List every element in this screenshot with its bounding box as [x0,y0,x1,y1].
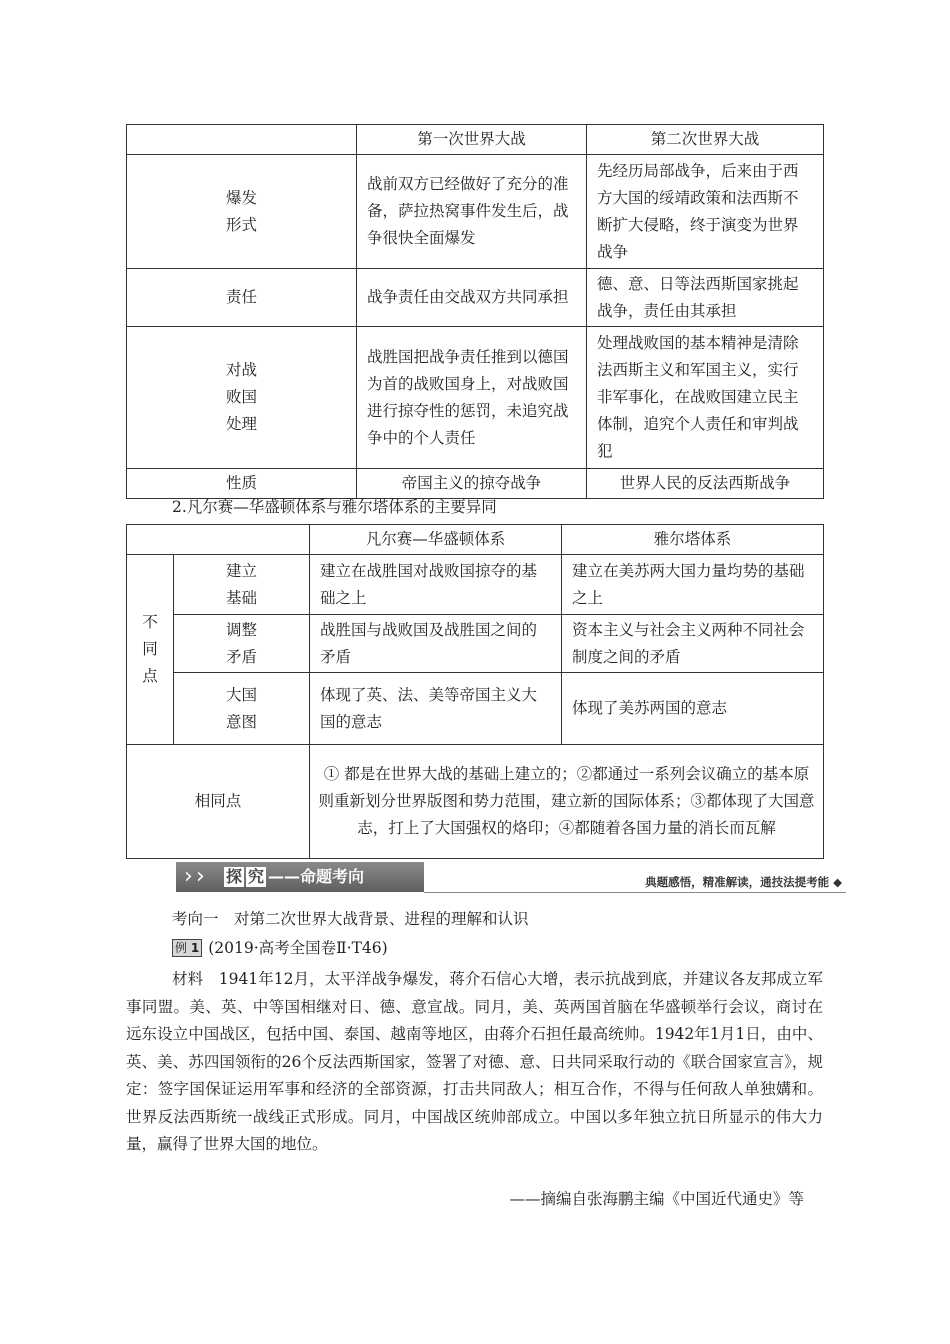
table2-caption: 2.凡尔赛—华盛顿体系与雅尔塔体系的主要异同 [172,498,497,516]
banner-char: 探 [226,867,243,886]
row-label: 责任 [127,269,357,327]
ww1-cell: 帝国主义的掠夺战争 [357,469,587,499]
material-paragraph: 材料 1941年12月，太平洋战争爆发，蒋介石信心大增，表示抗战到底，并建议各友邦成立军事同盟。美、英、中等国相继对日、德、意宣战。同月，美、英两国首脑在华盛顿举行会议，商讨在远东设立中国战区，包括中国、泰国、越南等地区，由蒋介石担任最高统帅。1942年1月1日，由中、英、美、苏四国领衔的26个反法西斯国家，签署了对德、意、日共同采取行动的《联合国家宣言》，规定：签字国保证运用军事和经济的全部资源，打击共同敌人；相互合作，不得与任何敌人单独媾和。世界反法西斯统一战线正式形成。同月，中国战区统帅部成立。中国以多年独立抗日所显示的伟大力量，赢得了世界大国的地位。 [126,970,823,1153]
table-row [127,615,824,673]
yalta-cell: 资本主义与社会主义两种不同社会制度之间的矛盾 [562,615,824,673]
ww1-cell: 战胜国把战争责任推到以德国为首的战败国身上，对战败国进行掠夺性的惩罚，未追究战争中的个人责任 [357,327,587,469]
ww2-cell: 世界人民的反法西斯战争 [587,469,824,499]
section-heading: 考向一 对第二次世界大战背景、进程的理解和认识 [172,910,529,928]
table-header-row [127,125,824,155]
table-row [127,155,824,269]
versailles-cell: 战胜国与战败国及战胜国之间的矛盾 [310,615,562,673]
ww-comparison-table [126,124,824,499]
table-header-row [127,525,824,555]
table-row [127,745,824,859]
versailles-cell: 体现了英、法、美等帝国主义大国的意志 [310,673,562,745]
diamond-icon: ◆ [833,875,842,889]
header-empty [127,125,357,155]
row-label: 调整矛盾 [174,615,310,673]
group-label: 不同点 [127,555,174,745]
table-row [127,269,824,327]
material-source: ——摘编自张海鹏主编《中国近代通史》等 [509,1190,804,1208]
header-empty [127,525,310,555]
header-yalta: 雅尔塔体系 [562,525,824,555]
banner-title-text: ——命题考向 [268,867,365,886]
versailles-cell: 建立在战胜国对战败国掠夺的基础之上 [310,555,562,615]
row-label: 建立基础 [174,555,310,615]
row-label: 性质 [127,469,357,499]
common-cell: ① 都是在世界大战的基础上建立的；②都通过一系列会议确立的基本原则重新划分世界版图和势力范围，建立新的国际体系；③都体现了大国意志，打上了大国强权的烙印；④都随着各国力量的消长而瓦解 [310,745,824,859]
table-row [127,327,824,469]
ww2-cell: 先经历局部战争，后来由于西方大国的绥靖政策和法西斯不断扩大侵略，终于演变为世界战争 [587,155,824,269]
section-banner [176,858,846,898]
common-label: 相同点 [127,745,310,859]
header-ww2: 第二次世界大战 [587,125,824,155]
system-comparison-table [126,524,824,859]
banner-char: 究 [248,867,265,886]
example-line [172,935,388,963]
row-label: 爆发形式 [127,155,357,269]
row-label: 大国意图 [174,673,310,745]
banner-underline [424,892,846,893]
yalta-cell: 建立在美苏两大国力量均势的基础之上 [562,555,824,615]
example-source: (2019·高考全国卷Ⅱ·T46) [208,939,388,957]
ww2-cell: 德、意、日等法西斯国家挑起战争，责任由其承担 [587,269,824,327]
header-ww1: 第一次世界大战 [357,125,587,155]
ww2-cell: 处理战败国的基本精神是清除法西斯主义和军国主义，实行非军事化，在战败国建立民主体制，追究个人责任和审判战犯 [587,327,824,469]
ww1-cell: 战争责任由交战双方共同承担 [357,269,587,327]
banner-box [176,862,424,892]
banner-title [224,862,364,892]
row-label: 对战败国处理 [127,327,357,469]
header-versailles: 凡尔赛—华盛顿体系 [310,525,562,555]
table-row [127,555,824,615]
chevron-right-icon: › [184,864,193,889]
yalta-cell: 体现了美苏两国的意志 [562,673,824,745]
chevron-right-icon: › [196,864,205,889]
table-row [127,673,824,745]
banner-slogan: 典题感悟，精准解读，通技法提考能 ◆ [645,875,842,889]
example-tag: 例 1 [172,939,202,957]
ww1-cell: 战前双方已经做好了充分的准备，萨拉热窝事件发生后，战争很快全面爆发 [357,155,587,269]
